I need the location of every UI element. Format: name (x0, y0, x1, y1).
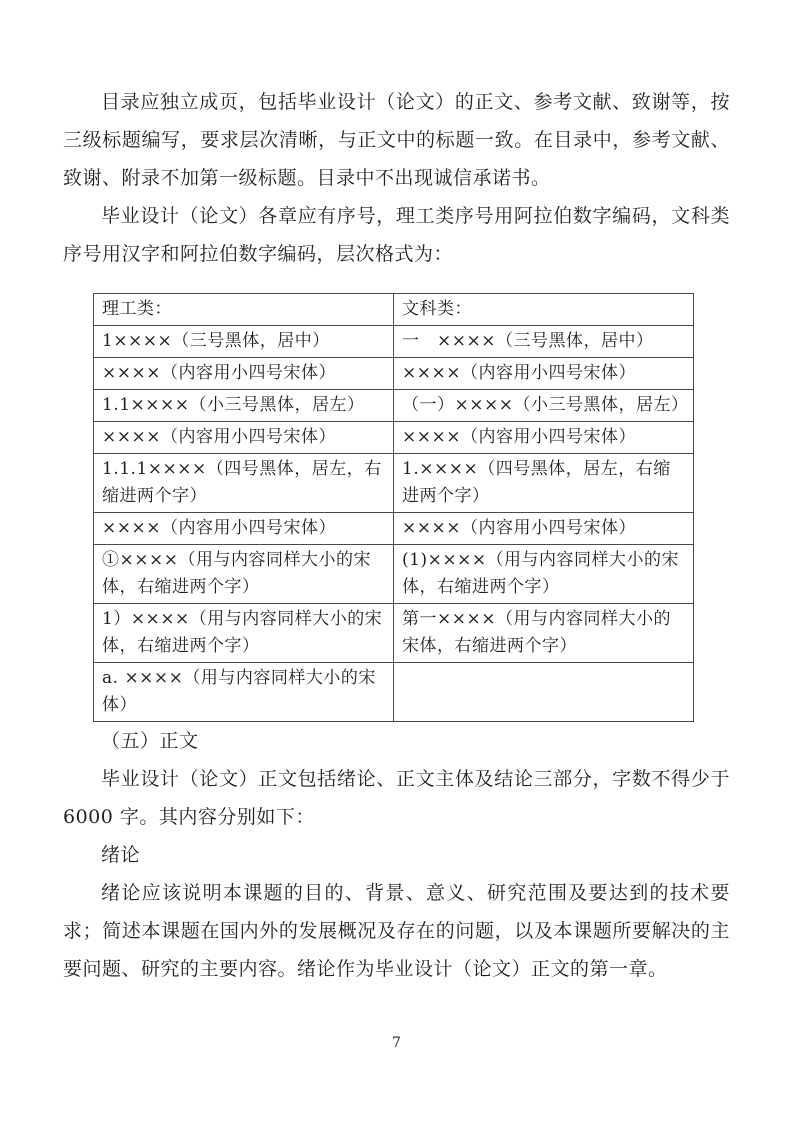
table-cell: ××××（内容用小四号宋体） (94, 358, 394, 390)
table-row (94, 326, 694, 358)
paragraph-toc-rules: 目录应独立成页，包括毕业设计（论文）的正文、参考文献、致谢等，按三级标题编写，要求层次清晰，与正文中的标题一致。在目录中，参考文献、致谢、附录不加第一级标题。目录中不出现诚信承诺书。 (63, 91, 730, 189)
table-cell: (1)××××（用与内容同样大小的宋体，右缩进两个字） (394, 545, 694, 604)
table-cell: ①××××（用与内容同样大小的宋体，右缩进两个字） (94, 545, 394, 604)
table-cell: 1.1.1××××（四号黑体，居左，右缩进两个字） (94, 454, 394, 513)
section-5-heading: （五）正文 (101, 730, 199, 752)
table-row (94, 358, 694, 390)
table-row (94, 545, 694, 604)
table-cell: 一 ××××（三号黑体，居中） (394, 326, 694, 358)
table-row (94, 604, 694, 663)
table-row (94, 390, 694, 422)
table-header-row (94, 294, 694, 326)
table-cell: ××××（内容用小四号宋体） (394, 513, 694, 545)
table-cell: 第一××××（用与内容同样大小的宋体，右缩进两个字） (394, 604, 694, 663)
table-cell: 1）××××（用与内容同样大小的宋体，右缩进两个字） (94, 604, 394, 663)
format-levels-table (93, 293, 694, 722)
paragraph-intro-description: 绪论应该说明本课题的目的、背景、意义、研究范围及要达到的技术要求；简述本课题在国内外的发展概况及存在的问题，以及本课题所要解决的主要问题、研究的主要内容。绪论作为毕业设计（论文）正文的第一章。 (63, 882, 730, 980)
page-number: 7 (392, 1035, 401, 1051)
paragraph-chapter-numbering: 毕业设计（论文）各章应有序号，理工类序号用阿拉伯数字编码，文科类序号用汉字和阿拉伯数字编码，层次格式为： (63, 205, 730, 265)
table-cell: ××××（内容用小四号宋体） (394, 358, 694, 390)
table-cell: 1.××××（四号黑体，居左，右缩进两个字） (394, 454, 694, 513)
paragraph-intro-label: 绪论 (101, 844, 141, 866)
table-row (94, 422, 694, 454)
paragraph-main-body-intro: 毕业设计（论文）正文包括绪论、正文主体及结论三部分，字数不得少于 6000 字。其内容分别如下： (63, 768, 730, 828)
table-cell: ××××（内容用小四号宋体） (94, 513, 394, 545)
table-cell: a. ××××（用与内容同样大小的宋体） (94, 663, 394, 722)
table-row (94, 513, 694, 545)
page-content (63, 83, 730, 988)
table-cell: （一）××××（小三号黑体，居左） (394, 390, 694, 422)
table-row (94, 454, 694, 513)
table-row (94, 663, 694, 722)
table-cell: ××××（内容用小四号宋体） (394, 422, 694, 454)
table-cell: 1.1××××（小三号黑体，居左） (94, 390, 394, 422)
table-cell: 理工类： (94, 294, 394, 326)
table-cell: ××××（内容用小四号宋体） (94, 422, 394, 454)
table-cell: 文科类： (394, 294, 694, 326)
table-cell (394, 663, 694, 722)
table-cell: 1××××（三号黑体，居中） (94, 326, 394, 358)
